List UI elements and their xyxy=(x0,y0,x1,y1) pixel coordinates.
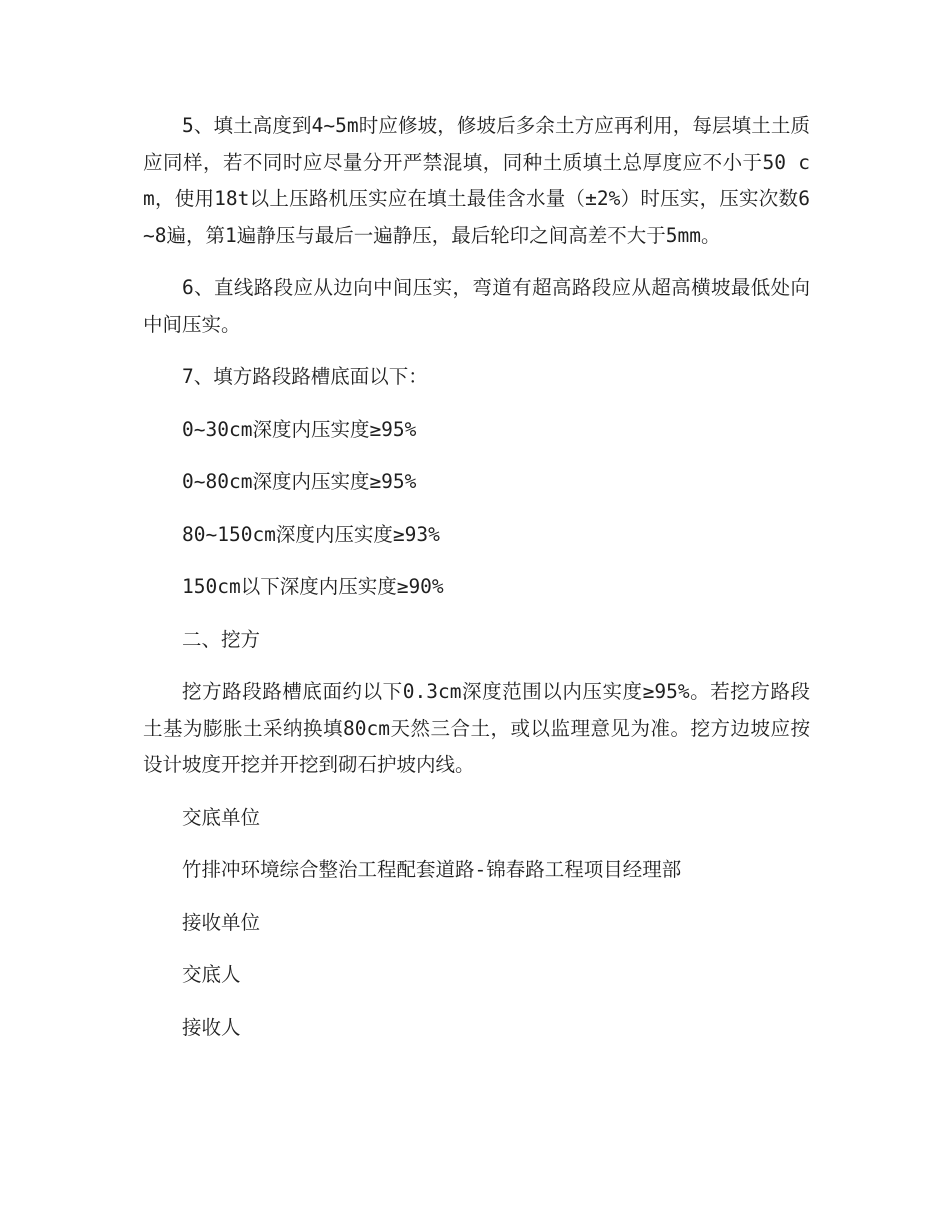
paragraph-excavation: 挖方路段路槽底面约以下0.3cm深度范围以内压实度≥95%。若挖方路段土基为膨胀土采纳换填80cm天然三合土，或以监理意见为准。挖方边坡应按设计坡度开挖并开挖到砌石护坡内线。 xyxy=(143,680,810,776)
paragraph-compaction-direction: 6、直线路段应从边向中间压实，弯道有超高路段应从超高横坡最低处向中间压实。 xyxy=(143,276,810,336)
label-briefing-unit: 交底单位 xyxy=(182,805,261,829)
compaction-spec-80-150: 80~150cm深度内压实度≥93% xyxy=(182,522,440,546)
label-receiver: 接收人 xyxy=(182,1015,241,1039)
section-heading-excavation: 二、挖方 xyxy=(182,627,261,651)
label-briefer: 交底人 xyxy=(182,963,241,986)
compaction-spec-0-30: 0~30cm深度内压实度≥95% xyxy=(182,417,417,441)
compaction-spec-0-80: 0~80cm深度内压实度≥95% xyxy=(182,470,417,493)
compaction-spec-150-below: 150cm以下深度内压实度≥90% xyxy=(182,575,444,598)
document-body xyxy=(143,108,810,1046)
paragraph-fill-section-heading: 7、填方路段路槽底面以下： xyxy=(182,365,428,388)
briefing-unit-name: 竹排冲环境综合整治工程配套道路-锦春路工程项目经理部 xyxy=(182,858,682,881)
label-receiving-unit: 接收单位 xyxy=(182,910,261,934)
paragraph-fill-height: 5、填土高度到4~5m时应修坡，修坡后多余土方应再利用，每层填土土质应同样，若不同时应尽量分开严禁混填，同种土质填土总厚度应不小于50 cm，使用18t以上压路机压实应在填土最佳含水量（±2%）时压实，压实次数6~8遍，第1遍静压与最后一遍静压，最后轮印之间高差不大于5mm。 xyxy=(143,114,810,247)
